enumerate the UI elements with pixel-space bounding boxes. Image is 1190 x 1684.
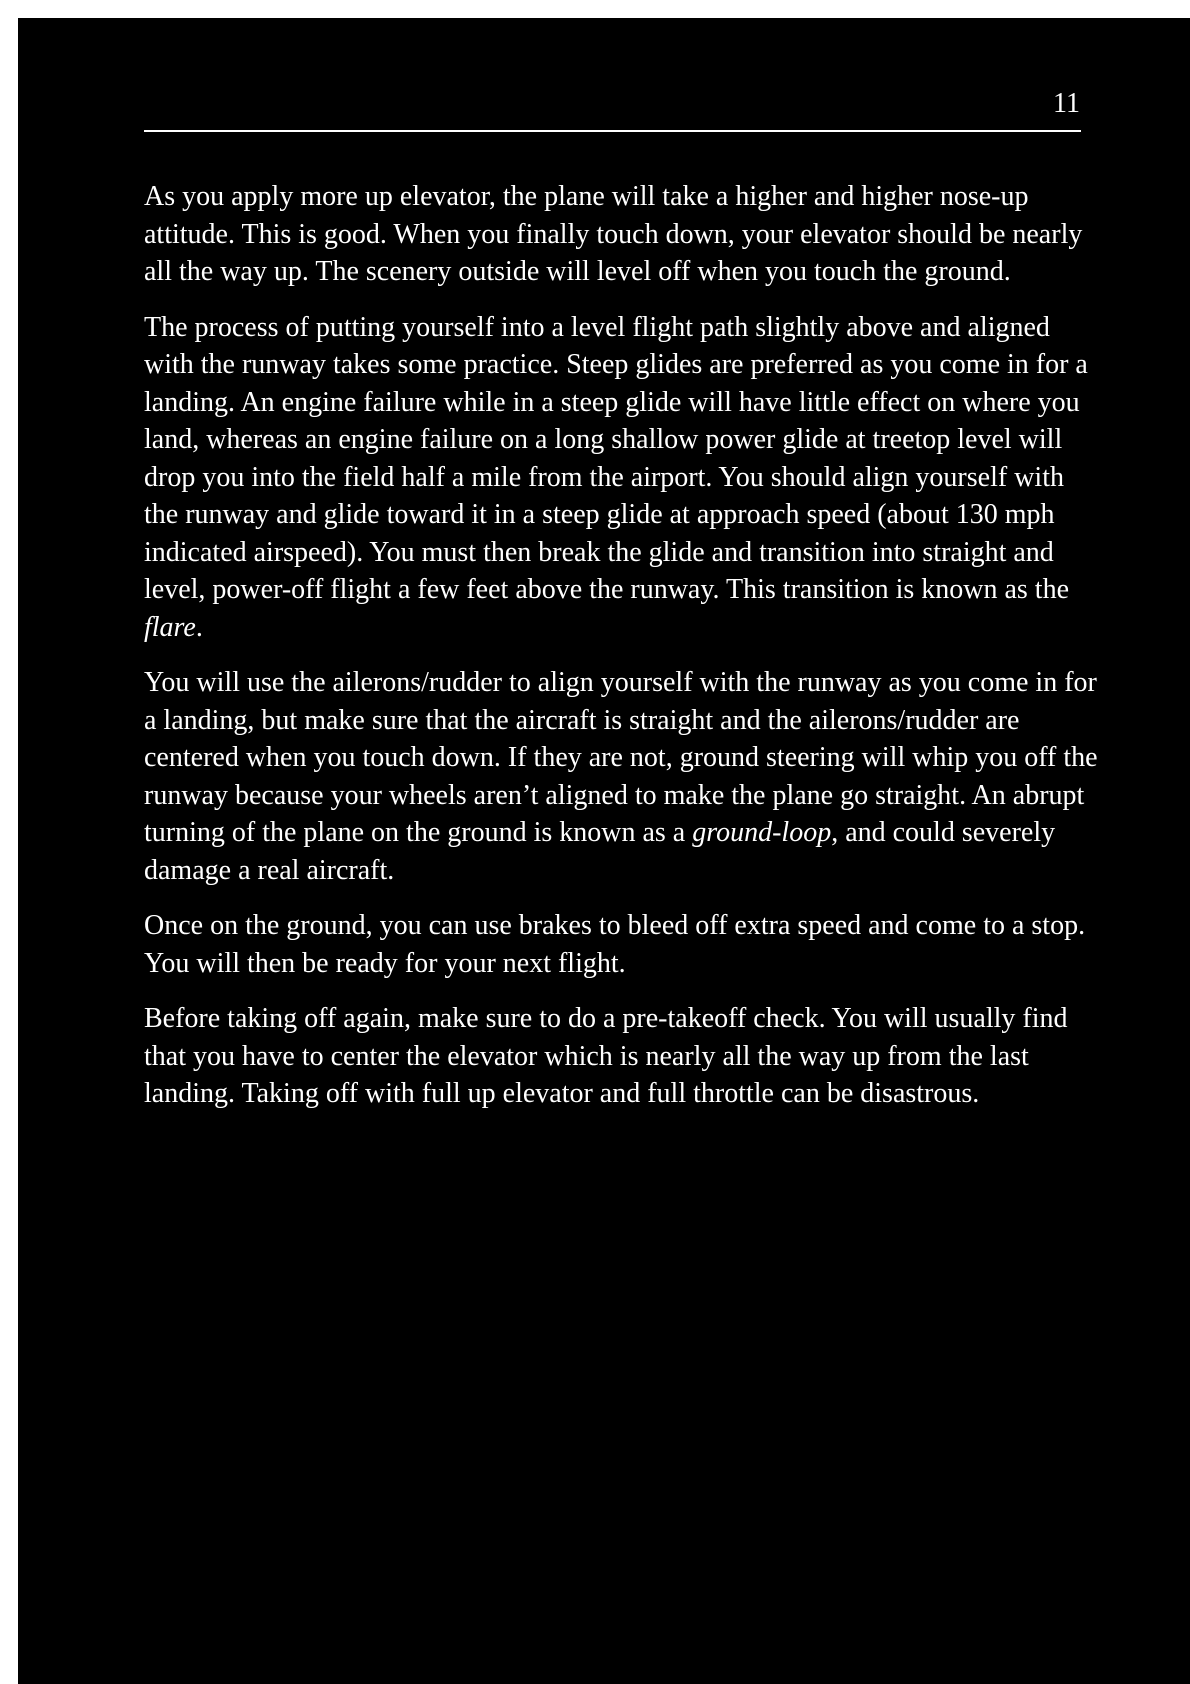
paragraph-ground-loop-end: , and could severely damage a real aircraft.	[144, 817, 1056, 886]
paragraph-ground-loop-text: You will use the ailerons/rudder to align yourself with the runway as you come in for a landing, but make sure that the aircraft is straight and the ailerons/rudder are centered when you touch down. If they are not, ground steering will whip you off the runway because your wheels aren’t aligned to make the plane go straight. An abrupt turning of the plane on the ground is known as a	[144, 667, 1098, 848]
paragraph-ground-loop	[144, 664, 1100, 889]
paragraph-elevator: As you apply more up elevator, the plane will take a higher and higher nose-up attitude. This is good. When you finally touch down, your elevator should be nearly all the way up. The scenery outside will level off when you touch the ground.	[144, 181, 1083, 287]
paragraph-pre-takeoff: Before taking off again, make sure to do a pre-takeoff check. You will usually find that you have to center the elevator which is nearly all the way up from the last landing. Taking off with full up elevator and full throttle can be disastrous.	[144, 1003, 1068, 1109]
paragraph-flare-text: The process of putting yourself into a level flight path slightly above and aligned with the runway takes some practice. Steep glides are preferred as you come in for a landing. An engine failure while in a steep glide will have little effect on where you land, whereas an engine failure on a long shallow power glide at treetop level will drop you into the field half a mile from the airport. You should align yourself with the runway and glide toward it in a steep glide at approach speed (about 130 mph indicated airspeed). You must then break the glide and transition into straight and level, power-off flight a few feet above the runway. This transition is known as the	[144, 311, 1088, 605]
body-text	[144, 178, 1100, 1131]
paragraph-flare-end: .	[195, 611, 203, 643]
document-page	[18, 18, 1190, 1684]
page-number: 11	[1053, 88, 1080, 119]
term-flare: flare	[144, 611, 196, 643]
paragraph-brakes: Once on the ground, you can use brakes to bleed off extra speed and come to a stop. You will then be ready for your next flight.	[144, 910, 1086, 979]
term-ground-loop: ground-loop	[692, 817, 832, 848]
header-rule	[144, 130, 1081, 132]
paragraph-flare	[144, 309, 1100, 647]
